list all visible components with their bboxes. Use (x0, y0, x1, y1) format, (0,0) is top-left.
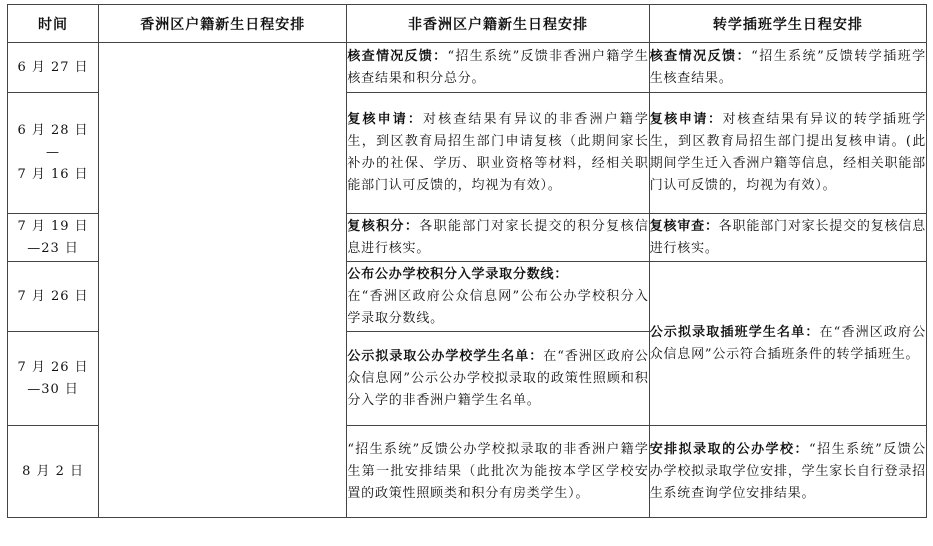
time-line: —30 日 (27, 381, 79, 397)
cell-text: 在“香洲区政府公众信息网”公布公办学校积分入学录取分数线。 (347, 288, 649, 326)
cell-text: 对核查结果有异议的转学插班学生，到区教育局招生部门提出复核申请。(此期间学生迁入香洲户籍等信息，经相关职能部门认可反馈的，均视为有效）。 (649, 112, 926, 193)
non-xiangzhou-cell (347, 262, 649, 332)
time-cell (8, 426, 99, 518)
time-line: 6 月 28 日 (17, 123, 89, 138)
cell-title: 公示拟录取公办学校学生名单： (347, 348, 544, 364)
cell-text: 各职能部门对家长提交的复核信息进行核实。 (649, 218, 926, 256)
time-cell (8, 214, 99, 262)
time-cell (8, 262, 99, 332)
transfer-cell (649, 262, 926, 426)
schedule-table (7, 4, 927, 518)
cell-title: 安排拟录取的公办学校： (649, 441, 810, 457)
header-row (8, 5, 927, 43)
transfer-cell (649, 43, 926, 93)
non-xiangzhou-cell (347, 93, 649, 214)
transfer-cell (649, 93, 926, 214)
cell-text: “招生系统”反馈公办学校拟录取的非香洲户籍学生第一批安排结果（此批次为能按本学区学校安置的政策性照顾类和积分有房类学生）。 (347, 441, 649, 501)
header-non-xiangzhou: 非香洲区户籍新生日程安排 (347, 5, 649, 43)
cell-text: “招生系统”反馈公办学校拟录取学位安排，学生家长自行登录招生系统查询学位安排结果。 (649, 441, 926, 501)
header-time: 时间 (8, 5, 99, 43)
time-line: 7 月 16 日 (17, 167, 89, 182)
header-xiangzhou: 香洲区户籍新生日程安排 (99, 5, 347, 43)
non-xiangzhou-cell (347, 43, 649, 93)
cell-title: 复核审查： (649, 218, 719, 234)
time-line: 6 月 27 日 (17, 59, 89, 75)
non-xiangzhou-cell (347, 426, 649, 518)
transfer-cell (649, 214, 926, 262)
time-line: — (46, 145, 61, 160)
time-cell (8, 93, 99, 214)
cell-title: 复核申请： (347, 112, 424, 127)
xiangzhou-empty-cell (99, 43, 347, 518)
cell-text: 对核查结果有异议的非香洲户籍学生，到区教育局招生部门申请复核（此期间家长补办的社保、学历、职业资格等材料，经相关职能部门认可反馈的，均视为有效）。 (347, 112, 649, 193)
cell-title: 核查情况反馈： (649, 48, 752, 64)
cell-text: 各职能部门对家长提交的积分复核信息进行核实。 (347, 218, 649, 256)
cell-title: 公示拟录取插班学生名单： (649, 324, 820, 340)
cell-title: 复核申请： (649, 112, 723, 127)
non-xiangzhou-cell (347, 214, 649, 262)
time-line: —23 日 (27, 240, 79, 256)
table-row (8, 43, 927, 93)
time-line: 7 月 19 日 (17, 218, 89, 234)
cell-title: 核查情况反馈： (347, 48, 448, 64)
cell-title: 公布公办学校积分入学录取分数线： (347, 266, 569, 282)
cell-text: “招生系统”反馈转学插班学生核查结果。 (649, 48, 926, 86)
cell-text: “招生系统”反馈非香洲户籍学生核查结果和积分总分。 (347, 48, 649, 86)
non-xiangzhou-cell (347, 332, 649, 426)
header-transfer: 转学插班学生日程安排 (649, 5, 926, 43)
time-line: 7 月 26 日 (17, 359, 89, 375)
time-line: 7 月 26 日 (17, 288, 89, 304)
time-cell (8, 43, 99, 93)
cell-text: 在“香洲区政府公众信息网”公示公办学校拟录取的政策性照顾和积分入学的非香洲户籍学生名单。 (347, 348, 649, 408)
cell-text: 在“香洲区政府公众信息网”公示符合插班条件的转学插班生。 (649, 324, 926, 362)
transfer-cell (649, 426, 926, 518)
cell-title: 复核积分： (347, 218, 420, 234)
time-cell (8, 332, 99, 426)
time-line: 8 月 2 日 (22, 463, 85, 479)
